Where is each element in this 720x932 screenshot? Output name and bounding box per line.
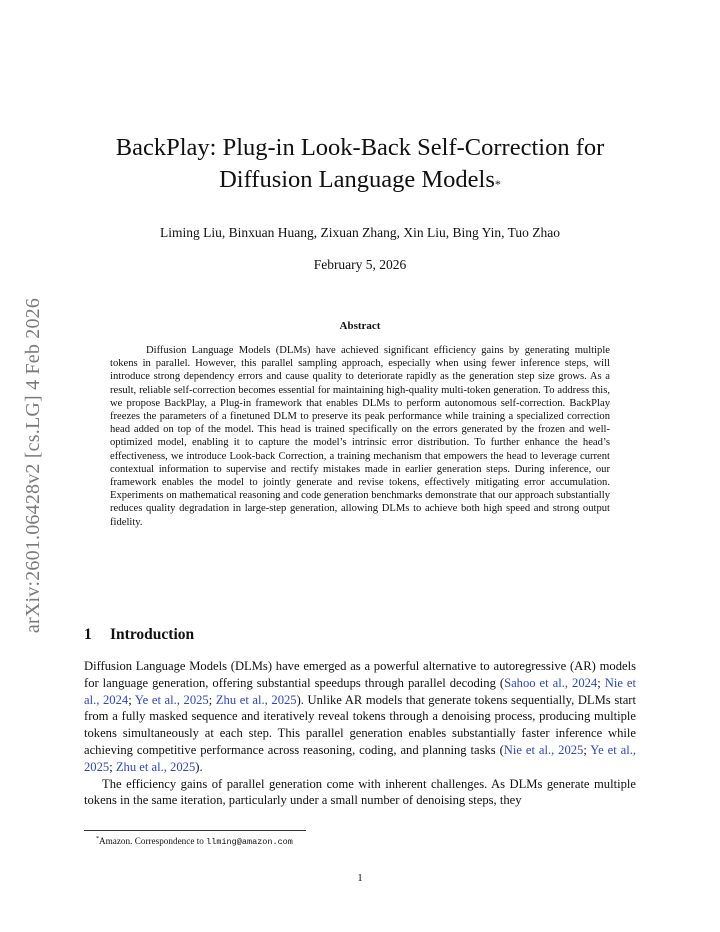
footnote-text: Amazon. Correspondence to xyxy=(99,836,207,846)
footnote-divider xyxy=(84,830,306,831)
arxiv-identifier: arXiv:2601.06428v2 [cs.LG] 4 Feb 2026 xyxy=(22,297,45,633)
para1-text-3: ). xyxy=(195,759,203,774)
citation-link[interactable]: Nie et al., 2025 xyxy=(503,742,584,757)
para1-text-1: Diffusion Language Models (DLMs) have emerged as a powerful alternative to autoregressive (AR) models for language generation, offering substantial speedups through parallel decoding ( xyxy=(84,659,636,690)
title-line-2-text: Diffusion Language Models xyxy=(219,166,495,193)
page-number: 1 xyxy=(357,872,363,884)
abstract-heading: Abstract xyxy=(339,320,381,332)
citation-link[interactable]: Ye et al., 2025 xyxy=(134,692,209,707)
citation-separator: ; xyxy=(128,692,135,707)
title-footnote-mark: * xyxy=(494,177,501,191)
citation-link[interactable]: Ye et al., 2025 xyxy=(84,742,636,774)
author-list: Liming Liu, Binxuan Huang, Zixuan Zhang, Xin Liu, Bing Yin, Tuo Zhao xyxy=(160,225,560,240)
abstract-body xyxy=(110,344,610,529)
introduction-paragraph-1 xyxy=(84,658,636,776)
introduction-paragraph-2: The efficiency gains of parallel generation come with inherent challenges. As DLMs generate multiple tokens in the same iteration, particularly under a small number of denoising steps, they xyxy=(84,776,636,808)
abstract-text: Diffusion Language Models (DLMs) have achieved significant efficiency gains by generating multiple tokens in parallel. However, this parallel sampling approach, especially when using fewer inference steps, will introduce strong dependency errors and cause quality to deteriorate rapidly as the generation step size grows. As a result, reliable self-correction becomes essential for maintaining high-quality multi-token generation. To address this, we propose BackPlay, a Plug-in framework that enables DLMs to perform autonomous self-correction. BackPlay freezes the parameters of a finetuned DLM to preserve its peak performance while training a specialized correction head added on top of the model. This head is trained specifically on the errors generated by the frozen and well-optimized model, enabling it to capture the model’s intrinsic error distribution. To further enhance the head’s effectiveness, we introduce Look-back Correction, a training mechanism that empowers the head to leverage current contextual information to supervise and rectify mistakes made in earlier generation steps. During inference, our framework enables the model to jointly generate and revise tokens, effectively mitigating error accumulation. Experiments on mathematical reasoning and code generation benchmarks demonstrate that our approach substantially reduces quality degradation in large-step generation, allowing DLMs to achieve both high speed and strong output fidelity. xyxy=(110,345,610,528)
section-number: 1 xyxy=(84,626,92,643)
arxiv-sidebar-stamp xyxy=(14,270,54,660)
footnote-mark: * xyxy=(96,836,99,842)
citation-separator: ; xyxy=(208,692,216,707)
citation-link[interactable]: Sahoo et al., 2024 xyxy=(504,675,598,690)
title-line-2 xyxy=(60,164,660,196)
footnote xyxy=(96,836,293,847)
citation-separator: ; xyxy=(597,675,605,690)
paper-title xyxy=(60,132,660,196)
citation-link[interactable]: Zhu et al., 2025 xyxy=(215,692,297,707)
citation-separator: ; xyxy=(109,759,116,774)
citation-separator: ; xyxy=(583,742,591,757)
title-line-1: BackPlay: Plug-in Look-Back Self-Correction for xyxy=(115,134,605,161)
correspondence-email: llming@amazon.com xyxy=(206,837,293,847)
citation-link[interactable]: Nie et al., 2024 xyxy=(84,675,636,707)
citation-link[interactable]: Zhu et al., 2025 xyxy=(115,759,196,774)
para1-text-2: ). Unlike AR models that generate tokens sequentially, DLMs start from a fully masked sequence and iteratively reveal tokens through a denoising process, producing multiple tokens simultaneously at each step. This parallel generation enables substantially faster inference while achieving competitive performance across reasoning, coding, and planning tasks ( xyxy=(84,692,636,757)
section-title: Introduction xyxy=(110,626,195,643)
introduction-body xyxy=(84,658,636,809)
section-heading-introduction xyxy=(84,626,194,644)
publication-date: February 5, 2026 xyxy=(313,257,407,272)
